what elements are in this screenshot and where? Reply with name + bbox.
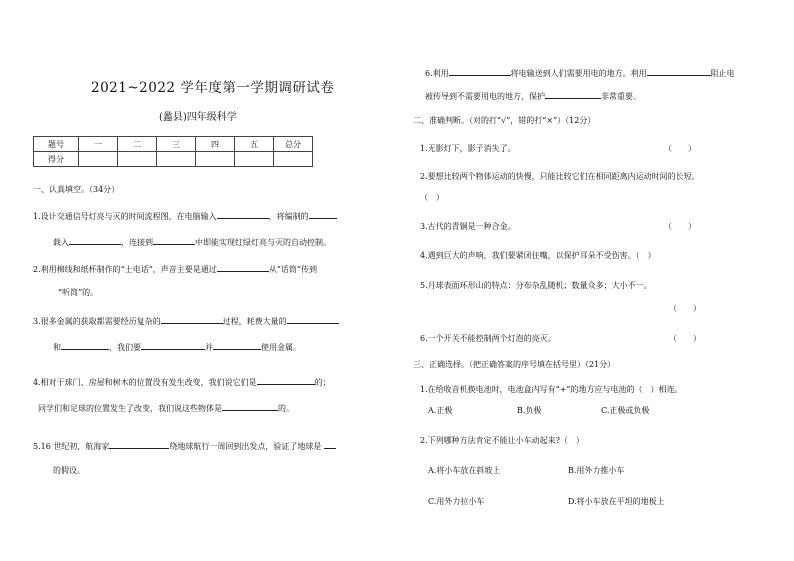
judge-6: 6.一个开关不能控制两个灯泡的亮灭。	[420, 334, 556, 343]
q4-text: 的。	[278, 404, 294, 413]
score-input-cell[interactable]	[235, 152, 274, 167]
score-input-cell[interactable]	[118, 152, 157, 167]
q4-text: 的；	[314, 378, 331, 387]
q1-text: 载入	[53, 238, 69, 247]
q6-text: 阻止电	[710, 69, 735, 78]
question-4-line-2	[38, 402, 294, 414]
question-4-line-1	[33, 376, 331, 388]
choice-option[interactable]: C.用外力拉小车	[428, 497, 485, 506]
judge-answer-paren[interactable]: （ ）	[664, 144, 696, 153]
score-table	[33, 136, 313, 167]
choice-option[interactable]: A.将小车放在斜坡上	[428, 466, 501, 475]
question-1-line-2	[53, 236, 331, 248]
q2-text: 从“话筒”传到	[268, 265, 317, 274]
answer-blank[interactable]	[309, 210, 337, 219]
score-input-cell[interactable]	[157, 152, 196, 167]
answer-blank[interactable]	[257, 376, 315, 385]
question-2-line-2: “听筒”的。	[58, 288, 99, 297]
question-2-line-1	[33, 263, 317, 275]
choice-option[interactable]: C.正极或负极	[601, 406, 650, 415]
exam-subtitle: (蠡县)四年级科学	[159, 112, 237, 123]
score-cell: 四	[196, 137, 235, 152]
q3-text: 3.很多金属的获取都需要经历复杂的	[33, 317, 161, 326]
answer-blank[interactable]	[449, 67, 511, 76]
question-3-line-2	[53, 341, 301, 353]
q1-text: ，将编制的	[268, 212, 309, 221]
judge-1: 1.无影灯下，影子消失了。	[420, 144, 516, 153]
score-cell: 五	[235, 137, 274, 152]
question-1-line-1	[33, 210, 337, 222]
choice-option[interactable]: B.负极	[517, 406, 542, 415]
exam-title: 2021~2022 学年度第一学期调研试卷	[91, 80, 335, 96]
choice-question-1: 1.在给收音机换电池时，电池盒内写有“+”的地方应与电池的（ ）相连。	[420, 385, 683, 394]
q1-text: ，连接到	[121, 238, 153, 247]
choice-option[interactable]: B.用外力推小车	[568, 466, 625, 475]
score-cell: 一	[79, 137, 118, 152]
q3-text: 和	[53, 343, 61, 352]
answer-blank[interactable]	[287, 315, 339, 324]
q5-text: 5.16 世纪初，航海家	[33, 442, 110, 451]
answer-blank[interactable]	[213, 341, 261, 350]
q6-text: 6.利用	[425, 69, 449, 78]
question-6-line-1	[425, 67, 735, 79]
judge-3: 3.古代的青铜是一种合金。	[420, 222, 516, 231]
question-5-line-1	[33, 440, 336, 452]
choice-question-2: 2.下列哪种方法肯定不能让小车动起来?（ ）	[420, 436, 584, 445]
answer-blank[interactable]	[69, 236, 121, 245]
score-cell: 题号	[34, 137, 79, 152]
score-cell: 二	[118, 137, 157, 152]
score-input-cell[interactable]	[196, 152, 235, 167]
q3-text: 过程，耗费大量的	[222, 317, 287, 326]
question-5-line-2: 的假设。	[53, 466, 85, 475]
judge-answer-paren[interactable]: （ ）	[420, 193, 444, 202]
answer-blank[interactable]	[324, 440, 336, 449]
q6-text: 被传导到不需要用电的地方，保护	[425, 92, 545, 101]
answer-blank[interactable]	[141, 341, 205, 350]
q3-text: ，我们要	[109, 343, 141, 352]
q4-text: 同学们和足球的位置发生了改变，我们说这些物体是	[38, 404, 222, 413]
choice-option[interactable]: A.正极	[428, 406, 453, 415]
q3-text: 使用金属。	[261, 343, 301, 352]
q1-text: 中即能实现红绿灯亮与灭的自动控制。	[195, 238, 331, 247]
answer-blank[interactable]	[217, 210, 269, 219]
score-table-header-row	[34, 137, 313, 152]
q2-text: 2.利用棉线和纸杯制作的“土电话”，声音主要是通过	[33, 265, 217, 274]
q1-text: 1.设计交通信号灯亮与灭的时间流程图，在电脑输入	[33, 212, 217, 221]
score-cell: 三	[157, 137, 196, 152]
q6-text: 非常重要。	[601, 92, 641, 101]
score-input-cell[interactable]	[274, 152, 313, 167]
q6-text: 将电输送到人们需要用电的地方。利用	[510, 69, 647, 78]
question-6-line-2	[425, 90, 641, 102]
answer-blank[interactable]	[61, 341, 109, 350]
score-cell: 得分	[34, 152, 79, 167]
judge-answer-paren[interactable]: （ ）	[664, 222, 696, 231]
score-input-cell[interactable]	[79, 152, 118, 167]
judge-answer-paren[interactable]: （ ）	[669, 334, 701, 343]
answer-blank[interactable]	[161, 315, 223, 324]
score-table-score-row	[34, 152, 313, 167]
answer-blank[interactable]	[217, 263, 269, 272]
choice-option[interactable]: D.将小车放在平坦的地板上	[568, 497, 665, 506]
section-1-heading: 一、认真填空。（34分）	[33, 185, 120, 194]
answer-blank[interactable]	[222, 402, 278, 411]
judge-4: 4.遇到巨大的声响，我们要紧闭住嘴，以保护耳朵不受伤害。（ ）	[420, 251, 656, 260]
answer-blank[interactable]	[647, 67, 711, 76]
q3-text: 并	[205, 343, 213, 352]
answer-blank[interactable]	[109, 440, 169, 449]
question-3-line-1	[33, 315, 339, 327]
q5-text: 绕地球航行一周回到出发点，验证了地球是	[169, 442, 322, 451]
q4-text: 4.相对于球门、房屋和树木的位置没有发生改变，我们说它们是	[33, 378, 257, 387]
section-3-heading: 三、正确选择。（把正确答案的序号填在括号里）（21分）	[413, 360, 616, 369]
judge-2: 2.要想比较两个物体运动的快慢，只能比较它们在相同距离内运动时间的长短。	[420, 172, 700, 181]
score-cell: 总分	[274, 137, 313, 152]
judge-5: 5.月球表面环形山的特点：分布杂乱随机；数量众多；大小不一。	[420, 281, 652, 290]
judge-answer-paren[interactable]: （ ）	[669, 304, 701, 313]
section-2-heading: 二、准确判断。（对的打“√”，错的打“×”）（12分）	[413, 116, 596, 125]
answer-blank[interactable]	[153, 236, 195, 245]
answer-blank[interactable]	[545, 90, 601, 99]
